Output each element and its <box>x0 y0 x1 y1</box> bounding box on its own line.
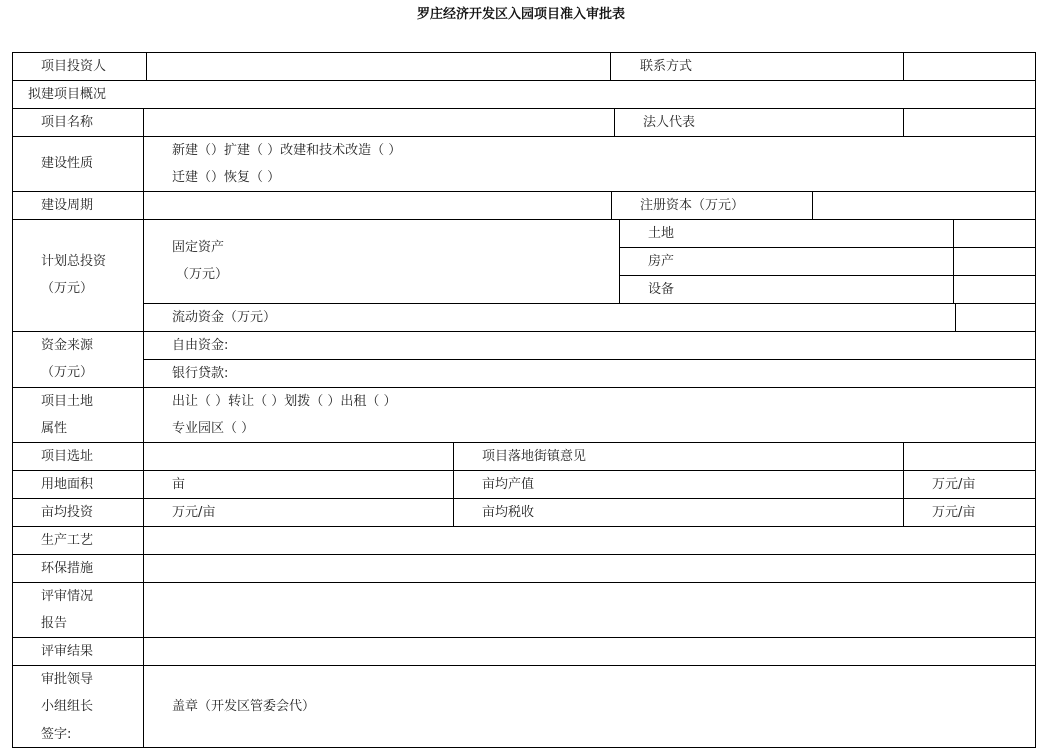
land-label: 土地 <box>648 226 675 241</box>
row-line <box>12 52 1035 53</box>
form-title: 罗庄经济开发区入园项目准入审批表 <box>416 7 625 22</box>
fund-source-label-2: （万元） <box>41 365 94 380</box>
col-line <box>903 442 904 526</box>
review-label-2: 报告 <box>41 616 68 631</box>
row-line <box>12 747 1035 748</box>
col-line <box>146 52 147 80</box>
fund-source-label-1: 资金来源 <box>41 338 94 353</box>
col-line <box>955 303 956 331</box>
reg-capital-label: 注册资本（万元） <box>640 198 745 213</box>
land-attr-options-1: 出让（ ）转让（ ）划拨（ ）出租（ ） <box>172 394 397 409</box>
row-line <box>619 275 1035 276</box>
row-line <box>12 498 1035 499</box>
tax-per-mu-label: 亩均税收 <box>482 505 535 520</box>
row-line <box>12 554 1035 555</box>
col-line <box>1035 52 1036 748</box>
property-label: 房产 <box>648 254 675 269</box>
land-area-label: 用地面积 <box>41 477 94 492</box>
row-line <box>12 470 1035 471</box>
site-label: 项目选址 <box>41 449 94 464</box>
equipment-label: 设备 <box>648 282 675 297</box>
row-line <box>12 219 1035 220</box>
row-line <box>12 80 1035 81</box>
row-line <box>143 303 1035 304</box>
mu-unit: 亩 <box>172 477 186 492</box>
invest-per-mu-label: 亩均投资 <box>41 505 94 520</box>
col-line <box>610 52 611 80</box>
wan-per-mu-unit: 万元/亩 <box>172 505 216 520</box>
nature-options-2: 迁建（）恢复（ ） <box>172 170 281 185</box>
land-attr-label-2: 属性 <box>41 421 68 436</box>
env-label: 环保措施 <box>41 561 94 576</box>
col-line <box>812 191 813 219</box>
col-line <box>619 219 620 303</box>
row-line <box>12 387 1035 388</box>
street-opinion-label: 项目落地街镇意见 <box>482 449 587 464</box>
col-line <box>12 52 13 748</box>
row-line <box>619 247 1035 248</box>
legal-rep-label: 法人代表 <box>643 115 696 130</box>
row-line <box>12 665 1035 666</box>
col-line <box>903 108 904 136</box>
leader-label-2: 小组组长 <box>41 699 94 714</box>
leader-label-1: 审批领导 <box>41 672 94 687</box>
output-per-mu-label: 亩均产值 <box>482 477 535 492</box>
row-line <box>143 359 1035 360</box>
nature-label: 建设性质 <box>41 156 94 171</box>
project-name-label: 项目名称 <box>41 115 94 130</box>
process-label: 生产工艺 <box>41 533 94 548</box>
wan-per-mu-unit: 万元/亩 <box>932 477 976 492</box>
contact-label: 联系方式 <box>640 59 693 74</box>
bank-loan-label: 银行贷款: <box>172 366 229 381</box>
col-line <box>143 108 144 748</box>
col-line <box>903 52 904 80</box>
col-line <box>614 108 615 136</box>
seal-text: 盖章（开发区管委会代） <box>172 699 316 714</box>
col-line <box>953 219 954 303</box>
row-line <box>12 582 1035 583</box>
land-attr-label-1: 项目土地 <box>41 394 94 409</box>
col-line <box>611 191 612 219</box>
nature-options-1: 新建（）扩建（ ）改建和技术改造（ ） <box>172 143 402 158</box>
row-line <box>12 442 1035 443</box>
review-label-1: 评审情况 <box>41 589 94 604</box>
row-line <box>12 191 1035 192</box>
row-line <box>12 136 1035 137</box>
row-line <box>12 331 1035 332</box>
row-line <box>12 637 1035 638</box>
total-invest-label-1: 计划总投资 <box>41 254 107 269</box>
land-attr-options-2: 专业园区（ ） <box>172 421 255 436</box>
fixed-assets-label-1: 固定资产 <box>172 240 225 255</box>
total-invest-label-2: （万元） <box>41 281 94 296</box>
result-label: 评审结果 <box>41 644 94 659</box>
investor-label: 项目投资人 <box>41 59 107 74</box>
fixed-assets-label-2: （万元） <box>176 267 229 282</box>
leader-label-3: 签字: <box>41 727 72 742</box>
wan-per-mu-unit: 万元/亩 <box>932 505 976 520</box>
overview-label: 拟建项目概况 <box>28 87 107 102</box>
row-line <box>12 108 1035 109</box>
row-line <box>12 526 1035 527</box>
working-capital-label: 流动资金（万元） <box>172 310 277 325</box>
col-line <box>453 442 454 526</box>
own-funds-label: 自由资金: <box>172 338 229 353</box>
period-label: 建设周期 <box>41 198 94 213</box>
